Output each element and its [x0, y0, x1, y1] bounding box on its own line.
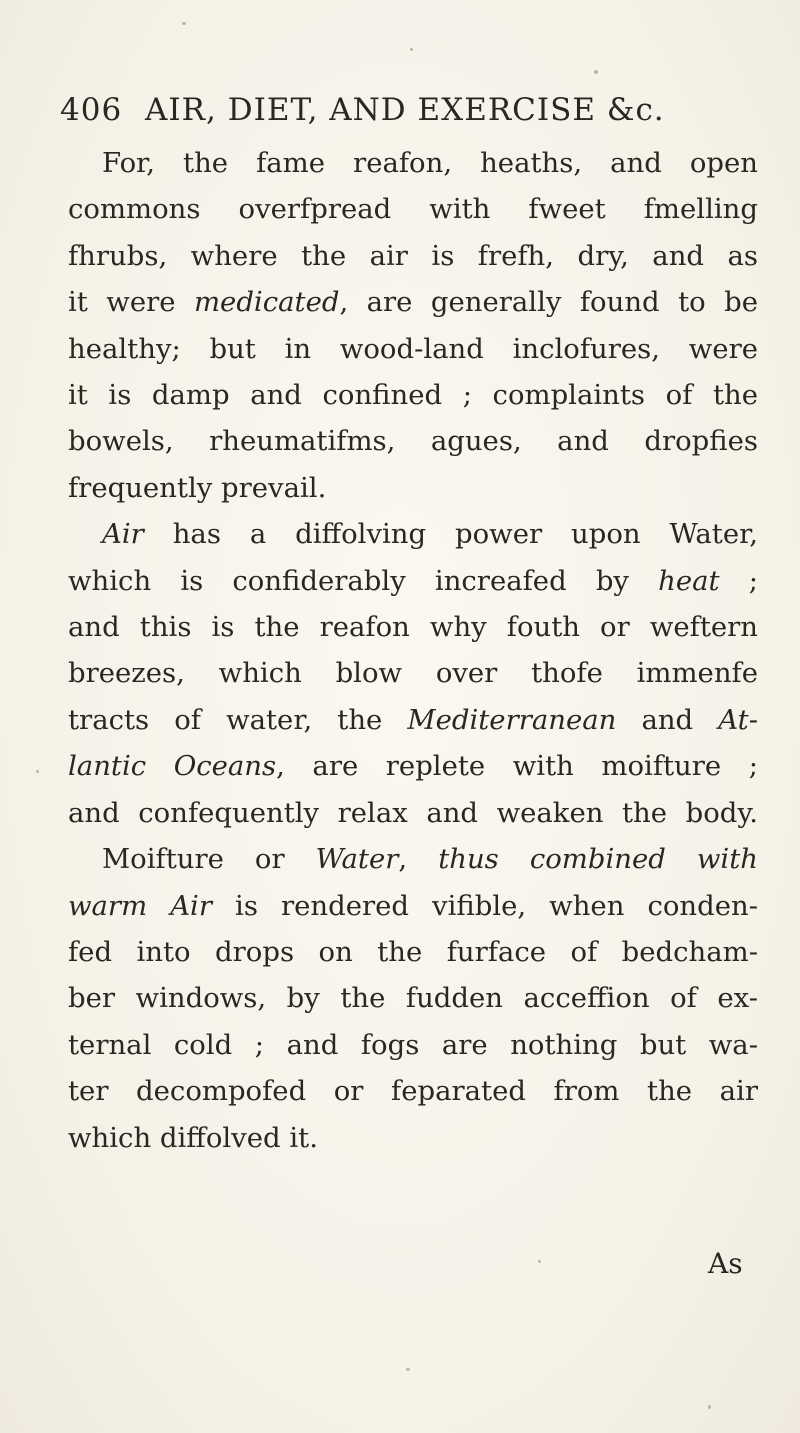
italic-word: medicated — [193, 286, 340, 319]
text-line: which is confiderably increafed by heat ; — [68, 564, 758, 597]
text-line: it were medicated, are generally found to be — [68, 286, 758, 319]
text-line: breezes, which blow over thofe immenfe — [68, 657, 758, 690]
paper-speck — [36, 770, 39, 773]
text-line: warm Air is rendered vifible, when conden- — [68, 889, 758, 922]
text-line: which diffolved it. — [68, 1121, 318, 1154]
text-line: ternal cold ; and fogs are nothing but wa- — [68, 1028, 758, 1061]
page-number: 406 — [60, 92, 123, 128]
text-line: healthy; but in wood-land inclofures, were — [68, 332, 758, 365]
text-line: it is damp and confined ; complaints of the — [68, 379, 758, 412]
italic-word: thus combined with — [438, 843, 758, 876]
italic-word: Air — [102, 518, 144, 551]
text-line: tracts of water, the Mediterranean and At- — [68, 703, 758, 736]
italic-word: heat — [658, 564, 720, 597]
italic-word: lantic Oceans — [68, 750, 277, 783]
paper-speck — [406, 1368, 410, 1371]
text-line: ter decompofed or feparated from the air — [68, 1075, 758, 1108]
italic-word: warm Air — [68, 889, 212, 922]
text-line: fhrubs, where the air is frefh, dry, and as — [68, 239, 758, 272]
text-line: bowels, rheumatifms, agues, and dropfies — [68, 425, 758, 458]
body-text — [68, 140, 758, 1161]
text-line: fed into drops on the furface of bedcham- — [68, 935, 758, 968]
text-line: frequently prevail. — [68, 471, 327, 504]
paper-speck — [708, 1405, 711, 1409]
running-title: AIR, DIET, AND EXERCISE &c. — [145, 92, 665, 128]
paper-speck — [594, 70, 598, 74]
text-line: Air has a diffolving power upon Water, — [102, 518, 758, 551]
paper-speck — [182, 22, 186, 25]
text-line: and this is the reafon why fouth or weftern — [68, 611, 758, 644]
text-line: lantic Oceans, are replete with moifture ; — [68, 750, 758, 783]
italic-word: Mediterranean — [407, 703, 617, 736]
catchword: As — [708, 1247, 743, 1280]
running-header — [60, 92, 665, 128]
text-line: and confequently relax and weaken the body. — [68, 796, 758, 829]
text-line: commons overfpread with fweet fmelling — [68, 193, 758, 226]
paper-speck — [538, 1260, 541, 1263]
text-line: ber windows, by the fudden acceffion of ex- — [68, 982, 758, 1015]
paper-speck — [410, 48, 413, 51]
italic-word: At- — [718, 703, 758, 736]
text-line: Moifture or Water, thus combined with — [102, 843, 758, 876]
italic-word: Water — [315, 843, 399, 876]
text-line: For, the fame reafon, heaths, and open — [102, 147, 758, 179]
